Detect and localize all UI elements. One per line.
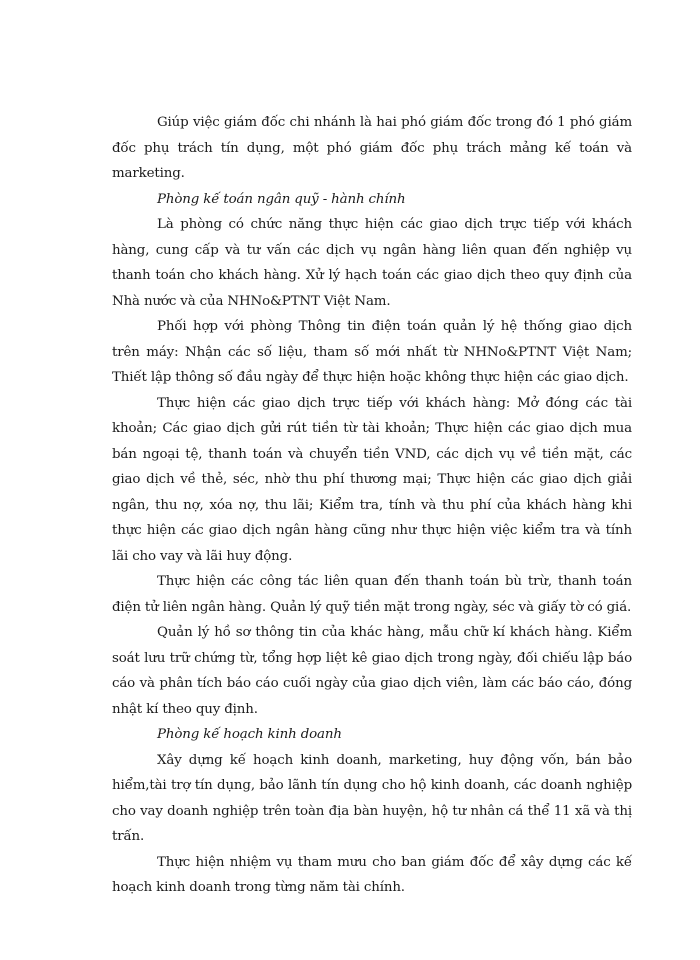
paragraph: Thực hiện các công tác liên quan đến thanh toán bù trừ, thanh toán điện tử liên ngân hàng. Quản lý quỹ tiền mặt trong ngày, séc và giấy tờ có giá. [112,574,632,615]
section-heading-business-planning: Phòng kế hoạch kinh doanh [157,727,342,742]
paragraph: Thực hiện các giao dịch trực tiếp với khách hàng: Mở đóng các tài khoản; Các giao dịch gửi rút tiền từ tài khoản; Thực hiện các giao dịch mua bán ngoại tệ, thanh toán và chuyển tiền VND, các dịch vụ về tiền mặt, các giao dịch về thẻ, séc, nhờ thu phí thương mại; Thực hiện các giao dịch giải ngân, thu nợ, xóa nợ, thu lãi; Kiểm tra, tính và thu phí của khách hàng khi thực hiện các giao dịch ngân hàng cũng như thực hiện việc kiểm tra và tính lãi cho vay và lãi huy động. [112,395,632,564]
paragraph: Phối hợp với phòng Thông tin điện toán quản lý hệ thống giao dịch trên máy: Nhận các số liệu, tham số mới nhất từ NHNo&PTNT Việt Nam; Thiết lập thông số đầu ngày để thực hiện hoặc không thực hiện các giao dịch. [112,319,632,385]
paragraph: Xây dựng kế hoạch kinh doanh, marketing, huy động vốn, bán bảo hiểm,tài trợ tín dụng, bảo lãnh tín dụng cho hộ kinh doanh, các doanh nghiệp cho vay doanh nghiệp trên toàn địa bàn huyện, hộ tư nhân cá thể 11 xã và thị trấn. [112,752,632,844]
intro-paragraph: Giúp việc giám đốc chi nhánh là hai phó giám đốc trong đó 1 phó giám đốc phụ trách tín dụng, một phó giám đốc phụ trách mảng kế toán và marketing. [112,115,632,181]
paragraph: Là phòng có chức năng thực hiện các giao dịch trực tiếp với khách hàng, cung cấp và tư vấn các dịch vụ ngân hàng liên quan đến nghiệp vụ thanh toán cho khách hàng. Xử lý hạch toán các giao dịch theo quy định của Nhà nước và của NHNo&PTNT Việt Nam. [112,217,632,309]
paragraph: Quản lý hồ sơ thông tin của khác hàng, mẫu chữ kí khách hàng. Kiểm soát lưu trữ chứng từ, tổng hợp liệt kê giao dịch trong ngày, đối chiếu lập báo cáo và phân tích báo cáo cuối ngày của giao dịch viên, làm các báo cáo, đóng nhật kí theo quy định. [112,625,632,717]
paragraph: Thực hiện nhiệm vụ tham mưu cho ban giám đốc để xây dựng các kế hoạch kinh doanh trong từng năm tài chính. [112,854,632,895]
section-heading-accounting: Phòng kế toán ngân quỹ - hành chính [157,191,406,207]
document-body [112,110,632,901]
